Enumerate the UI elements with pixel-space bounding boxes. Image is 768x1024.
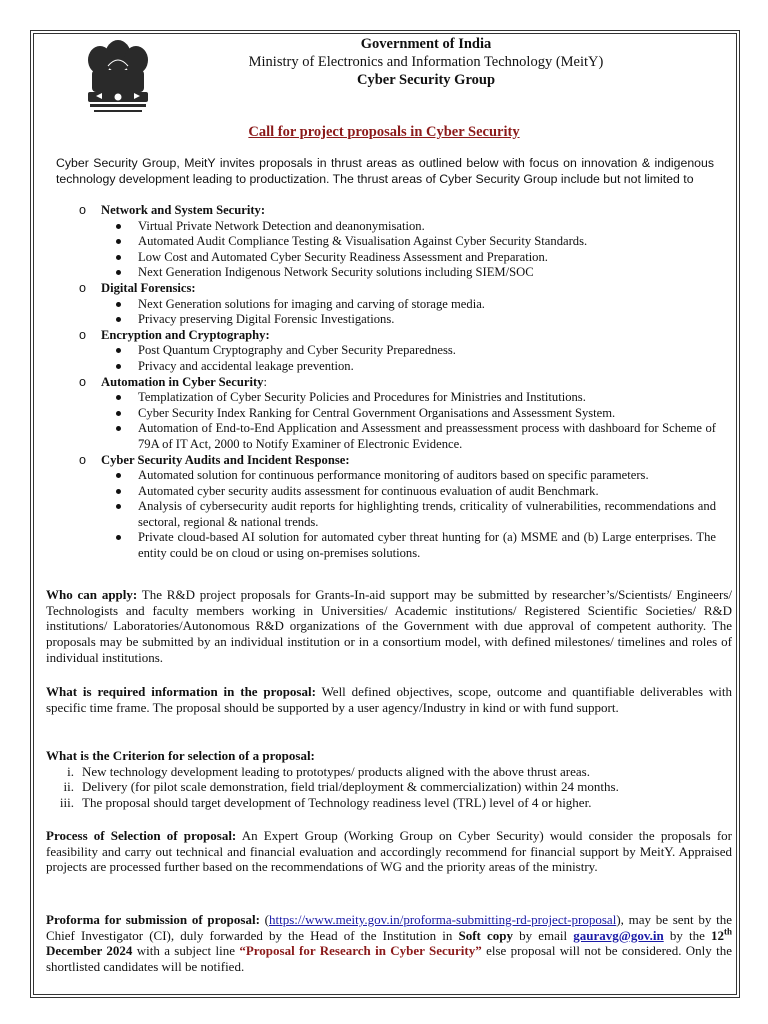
required-text: Well defined objectives, scope, outcome and quantifiable deliverables with specific time frame. The proposal should be supported by a user agency/Industry in kind or with fund support. — [46, 684, 733, 715]
deadline-date: 12th December 2024 — [46, 926, 732, 959]
area-item: Cyber Security Index Ranking for Central Government Organisations and Assessment System. — [76, 406, 716, 422]
area-item: Automated Audit Compliance Testing & Visualisation Against Cyber Security Standards. — [76, 234, 716, 250]
area-heading: Digital Forensics: — [101, 280, 196, 295]
area-item: Private cloud-based AI solution for automated cyber threat hunting for (a) MSME and (b) Large enterprises. The entity could be on cloud or using on-premises solutions. — [76, 530, 716, 561]
area-heading: Cyber Security Audits and Incident Response: — [101, 452, 350, 467]
area-item: Post Quantum Cryptography and Cyber Security Preparedness. — [76, 343, 716, 359]
area-heading: Network and System Security: — [101, 203, 266, 217]
intro-paragraph: Cyber Security Group, MeitY invites proposals in thrust areas as outlined below with focus on innovation & indigenous technology development leading to productization. The thrust areas of Cyber Security Group include but not limited to — [56, 156, 714, 186]
proforma-label: Proforma for submission of proposal: — [46, 912, 260, 927]
area-heading: Encryption and Cryptography: — [101, 327, 270, 342]
area-item: Next Generation solutions for imaging and carving of storage media. — [76, 297, 716, 313]
email-link[interactable]: gauravg@gov.in — [573, 927, 664, 943]
area-item: Next Generation Indigenous Network Security solutions including SIEM/SOC — [76, 265, 716, 281]
area-encryption: o Encryption and Cryptography: Post Quantum Cryptography and Cyber Security Preparedness. Privacy and accidental leakage prevention. — [76, 328, 716, 375]
process-text: An Expert Group (Working Group on Cyber Security) would consider the proposals for feasibility and carry out technical and financial evaluation and accordingly recommend for financial support by MeitY. Appraised projects are processed further based on the recommendations of WG and the priority areas of the ministry. — [46, 828, 732, 875]
area-item: Automated solution for continuous performance monitoring of auditors based on specific parameters. — [76, 468, 716, 484]
area-item: Automation of End-to-End Application and Assessment and preassessment process with dashboard for Scheme of 79A of IT Act, 2000 to Notify Examiner of Electronic Evidence. — [76, 421, 716, 452]
area-item: Low Cost and Automated Cyber Security Readiness Assessment and Preparation. — [76, 250, 716, 266]
proforma-paragraph: Proforma for submission of proposal: (https://www.meity.gov.in/proforma-submitting-rd-project-proposal), may be sent by the Chief Investigator (CI), duly forwarded by the Head of the Institution in Soft copy by email gauravg@gov.in by the 12th December 2024 with a subject line “Proposal for Research in Cyber Security” else proposal will not be considered. Only the shortlisted candidates will be notified. — [46, 912, 733, 975]
thrust-areas-list — [76, 203, 716, 562]
required-label: What is required information in the proposal: — [46, 684, 316, 699]
required-info-paragraph — [46, 684, 732, 715]
area-item: Analysis of cybersecurity audit reports for highlighting trends, criticality of vulnerabilities, recommendations and sectoral, regional & national trends. — [76, 499, 716, 530]
area-item: Virtual Private Network Detection and deanonymisation. — [76, 219, 716, 235]
letterhead — [196, 35, 656, 89]
subject-line: “Proposal for Research in Cyber Security” — [239, 943, 482, 959]
area-audits: o Cyber Security Audits and Incident Response: Automated solution for continuous performance monitoring of auditors based on specific parameters. Automated cyber security audits assessment for continuous evaluation of audit Benchmark. Analysis of cybersecurity audit reports for highlighting trends, criticality of vulnerabilities, recommendations and sectoral, regional & national trends. Private cloud-based AI solution for automated cyber threat hunting for (a) MSME and (b) Large enterprises. The entity could be on cloud or using on-premises solutions. — [76, 453, 716, 562]
document-title — [0, 123, 768, 141]
criterion-item: ii. Delivery (for pilot scale demonstration, field trial/deployment & commercialization) within 24 months. — [63, 779, 619, 795]
process-label: Process of Selection of proposal: — [46, 828, 237, 843]
proforma-link[interactable]: https://www.meity.gov.in/proforma-submitting-rd-project-proposal — [268, 912, 617, 927]
national-emblem-icon — [78, 36, 158, 120]
criterion-section — [46, 748, 732, 811]
soft-copy-text: Soft copy — [458, 927, 513, 943]
who-text: The R&D project proposals for Grants-In-aid support may be submitted by researcher’s/Scientists/ Engineers/ Technologists and faculty members working in Universities/ Academic institutions/ Registered Scientific Societies/ R&D institutions/ Laboratories/Autonomous R&D organizations of the Government with due approval of competent authority. The proposals may be submitted by an individual institution or in a consortium model, with defined milestones/ timelines and roles of individual institutions. — [46, 587, 732, 665]
area-heading: Automation in Cyber Security — [101, 374, 264, 389]
area-item: Automated cyber security audits assessment for continuous evaluation of audit Benchmark. — [76, 484, 716, 500]
area-network: o Network and System Security: Virtual Private Network Detection and deanonymisation. Automated Audit Compliance Testing & Visualisation Against Cyber Security Standards. Low Cost and Automated Cyber Security Readiness Assessment and Preparation. Next Generation Indigenous Network Security solutions including SIEM/SOC — [76, 203, 716, 281]
area-automation: o Automation in Cyber Security: Templatization of Cyber Security Policies and Procedures for Ministries and Institutions. Cyber Security Index Ranking for Central Government Organisations and Assessment System. Automation of End-to-End Application and Assessment and preassessment process with dashboard for Scheme of 79A of IT Act, 2000 to Notify Examiner of Electronic Evidence. — [76, 375, 716, 453]
header-government: Government of India — [360, 36, 492, 52]
area-forensics: o Digital Forensics: Next Generation solutions for imaging and carving of storage media. Privacy preserving Digital Forensic Investigations. — [76, 281, 716, 328]
who-can-apply-paragraph — [46, 587, 732, 666]
criterion-item: iii. The proposal should target development of Technology readiness level (TRL) level of 4 or higher. — [59, 795, 592, 811]
title-text: Call for project proposals in Cyber Security — [248, 124, 520, 140]
criterion-item: i. New technology development leading to prototypes/ products aligned with the above thrust areas. — [67, 763, 590, 779]
area-item: Privacy and accidental leakage prevention. — [76, 359, 716, 375]
area-item: Templatization of Cyber Security Policies and Procedures for Ministries and Institutions. — [76, 390, 716, 406]
area-item: Privacy preserving Digital Forensic Investigations. — [76, 312, 716, 328]
process-paragraph — [46, 828, 732, 875]
criterion-label: What is the Criterion for selection of a proposal: — [46, 748, 315, 763]
header-group: Cyber Security Group — [356, 72, 496, 88]
who-label: Who can apply: — [46, 587, 138, 602]
header-ministry: Ministry of Electronics and Information Technology (MeitY) — [248, 54, 604, 70]
